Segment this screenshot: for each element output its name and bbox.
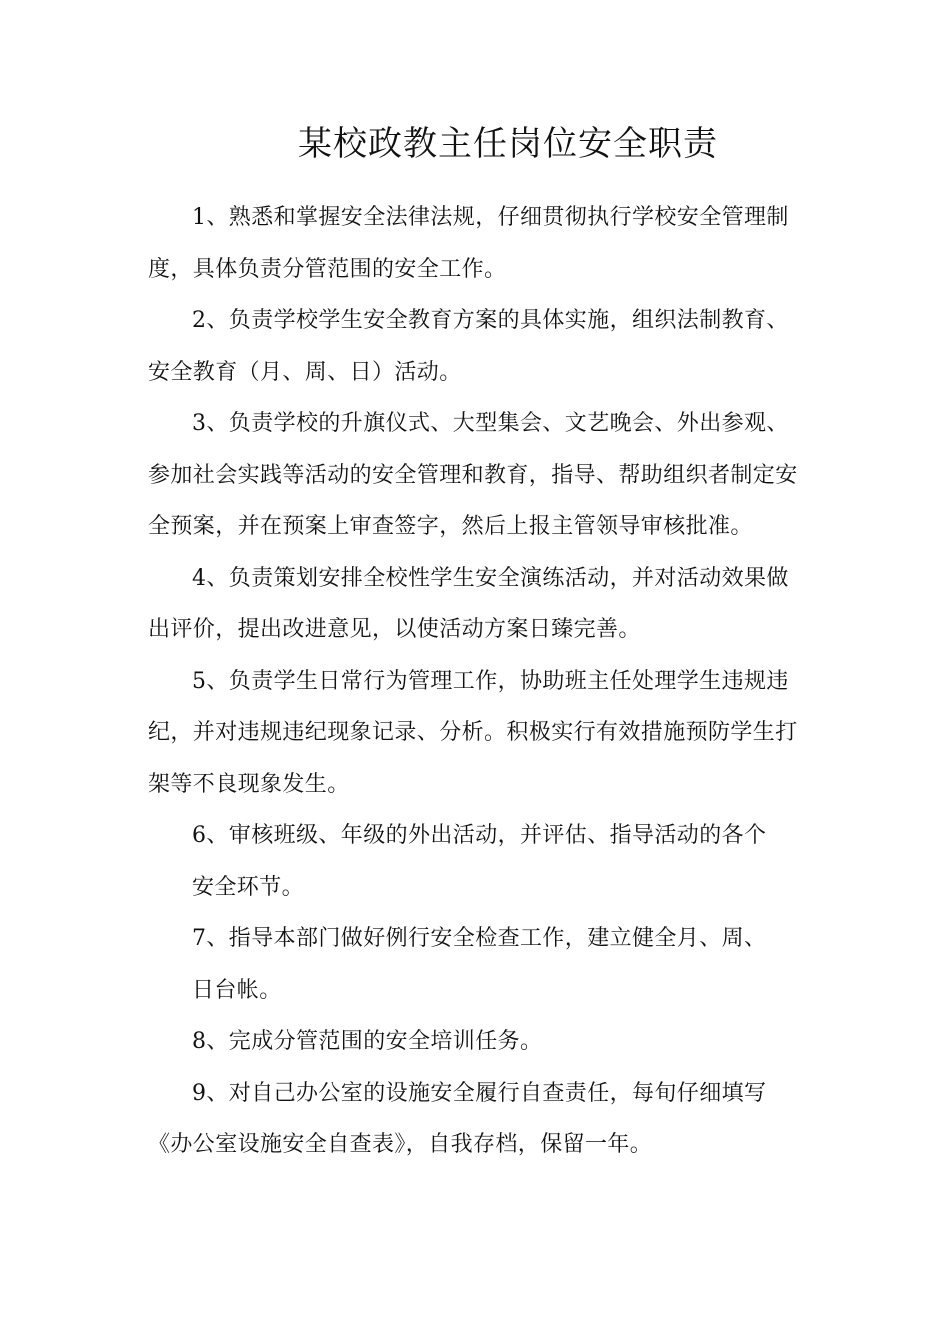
paragraph-line: 架等不良现象发生。 (148, 771, 350, 797)
paragraph-line: 8、完成分管范围的安全培训任务。 (192, 1029, 543, 1054)
paragraph-9 (148, 1068, 808, 1171)
paragraph-line: 2、负责学校学生安全教育方案的具体实施，组织法制教育、 (192, 308, 789, 333)
paragraph-2 (148, 295, 808, 398)
paragraph-3 (148, 398, 808, 553)
paragraph-line: 《办公室设施安全自查表》，自我存档，保留一年。 (148, 1132, 653, 1157)
paragraph-line: 6、审核班级、年级的外出活动，并评估、指导活动的各个 (192, 823, 767, 848)
paragraph-line: 参加社会实践等活动的安全管理和教育，指导、帮助组织者制定安 (148, 462, 798, 488)
paragraph-1 (148, 192, 808, 295)
paragraph-line: 出评价，提出改进意见，以使活动方案日臻完善。 (148, 617, 641, 642)
paragraph-4 (148, 553, 808, 656)
paragraph-line: 全预案，并在预案上审查签字，然后上报主管领导审核批准。 (148, 514, 753, 539)
paragraph-6 (148, 810, 808, 913)
paragraph-8 (148, 1016, 808, 1068)
paragraph-line: 安全环节。 (192, 874, 305, 900)
paragraph-line: 3、负责学校的升旗仪式、大型集会、文艺晚会、外出参观、 (192, 411, 789, 436)
document-title: 某校政教主任岗位安全职责 (298, 124, 718, 164)
paragraph-line: 日台帐。 (192, 977, 282, 1003)
document-body (148, 192, 808, 1171)
paragraph-line: 安全教育（月、周、日）活动。 (148, 359, 462, 385)
paragraph-line: 9、对自己办公室的设施安全履行自查责任，每旬仔细填写 (192, 1080, 767, 1106)
paragraph-line: 纪，并对违规违纪现象记录、分析。积极实行有效措施预防学生打 (148, 720, 798, 745)
paragraph-line: 1、熟悉和掌握安全法律法规，仔细贯彻执行学校安全管理制 (192, 205, 789, 230)
paragraph-line: 4、负责策划安排全校性学生安全演练活动，并对活动效果做 (192, 565, 789, 591)
paragraph-7 (148, 913, 808, 1016)
paragraph-5 (148, 656, 808, 811)
paragraph-line: 7、指导本部门做好例行安全检查工作，建立健全月、周、 (192, 926, 767, 951)
paragraph-line: 度，具体负责分管范围的安全工作。 (148, 256, 507, 282)
paragraph-line: 5、负责学生日常行为管理工作，协助班主任处理学生违规违 (192, 668, 789, 694)
